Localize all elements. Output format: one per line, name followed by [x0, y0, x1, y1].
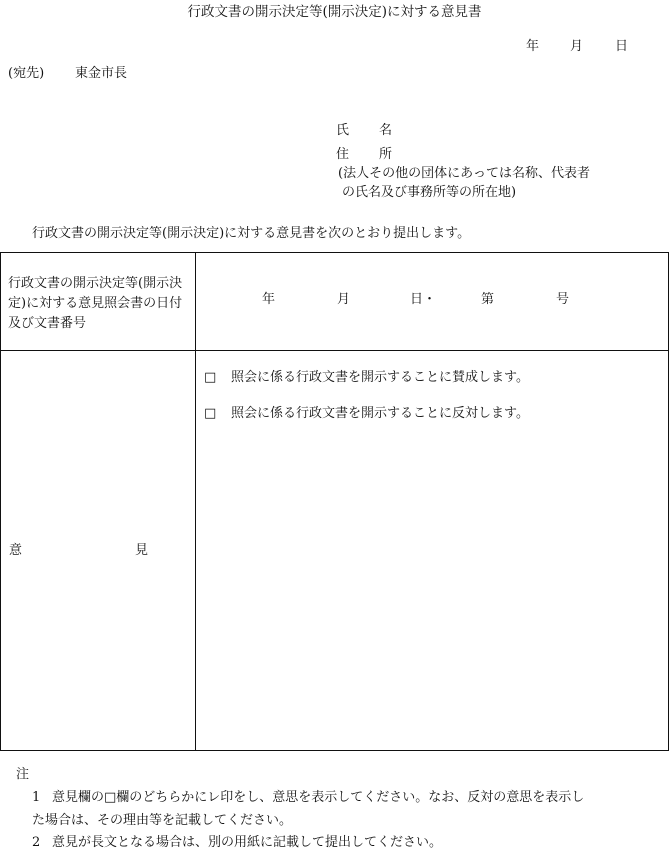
note-2-text: 意見が長文となる場合は、別の用紙に記載して提出してください。: [52, 835, 443, 850]
date-month-label: 月: [570, 39, 584, 54]
inquiry-day-label: 日・: [410, 292, 437, 307]
submitter-corporate-note-line2: の氏名及び事務所等の所在地): [342, 185, 517, 200]
disagree-checkbox[interactable]: □: [204, 406, 217, 421]
disagree-option-text: 照会に係る行政文書を開示することに反対します。: [231, 406, 529, 421]
submitter-corporate-note-line1: (法人その他の団体にあっては名称、代表者: [338, 166, 590, 181]
opinion-form-table: [0, 252, 669, 751]
table-horizontal-divider: [1, 350, 668, 351]
intro-sentence: 行政文書の開示決定等(開示決定)に対する意見書を次のとおり提出します。: [32, 226, 471, 241]
inquiry-date-number-label: 行政文書の開示決定等(開示決定)に対する意見照会書の日付及び文書番号: [8, 276, 183, 331]
addressee-label: (宛先): [8, 66, 45, 81]
submitter-name-label: 氏名: [336, 123, 423, 138]
document-title: 行政文書の開示決定等(開示決定)に対する意見書: [187, 4, 482, 20]
inquiry-number-prefix: 第: [481, 292, 495, 307]
date-day-label: 日: [615, 39, 629, 54]
opinion-label-first-char: 意: [9, 543, 23, 558]
note-1-text-line2: た場合は、その理由等を記載してください。: [32, 813, 293, 828]
inquiry-year-label: 年: [262, 292, 276, 307]
date-year-label: 年: [526, 39, 540, 54]
agree-option-text: 照会に係る行政文書を開示することに賛成します。: [231, 370, 529, 385]
agree-checkbox[interactable]: □: [204, 370, 217, 385]
inquiry-month-label: 月: [337, 292, 351, 307]
note-2-number: 2: [32, 835, 41, 850]
table-vertical-divider: [195, 253, 196, 750]
submitter-address-label: 住所: [336, 147, 423, 162]
notes-heading: 注: [16, 767, 30, 782]
inquiry-number-suffix: 号: [556, 292, 570, 307]
note-1-text-line1: 意見欄の□欄のどちらかにレ印をし、意思を表示してください。なお、反対の意思を表示し: [52, 790, 585, 805]
note-1-number: 1: [32, 790, 41, 805]
addressee-name: 東金市長: [75, 66, 128, 81]
opinion-label-second-char: 見: [135, 543, 149, 558]
